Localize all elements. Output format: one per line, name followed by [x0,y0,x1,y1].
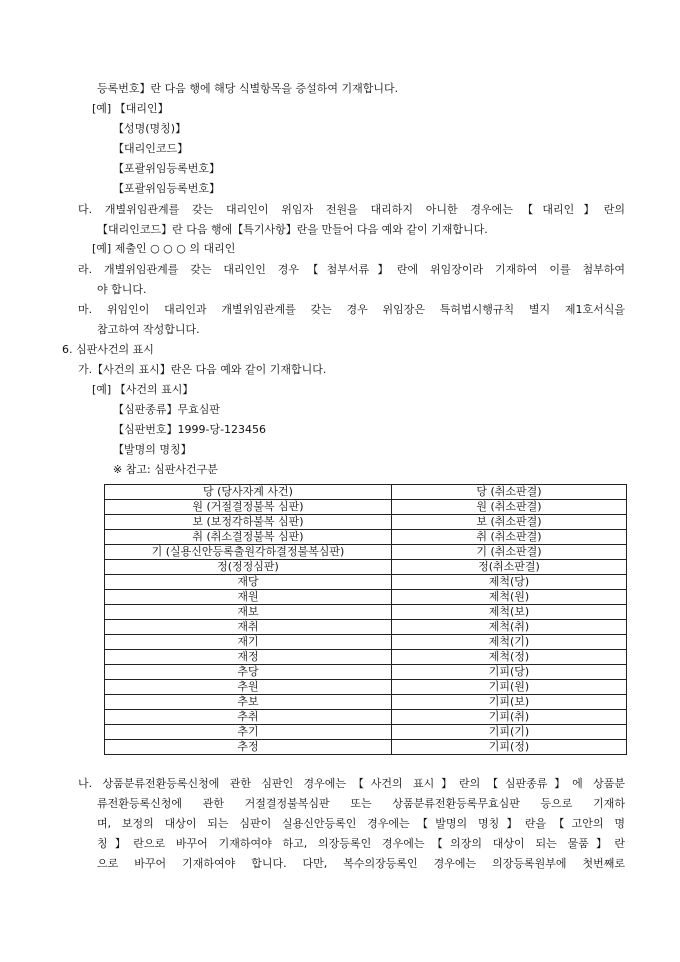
related-code-cell: 제척(취) [392,620,627,635]
case-type-cell: 기 (실용신안등록출원각하결정불복심판) [105,545,392,560]
item-ra-line: 라. 개별위임관계를 갖는 대리인인 경우【첨부서류】란에 위임장이라 기재하여 이를 첨부하여 [78,263,625,276]
item-ra-line: 야 합니다. [97,283,147,296]
related-code-cell: 제척(보) [392,605,627,620]
item-na-line: 으로 바꾸어 기재하여야 합니다. 다만, 복수의장등록인 경우에는 의장등록원부에 첫번째로 [97,857,625,870]
table-row [105,620,627,635]
item-na-line: 나. 상품분류전환등록신청에 관한 심판인 경우에는【사건의 표시】란의【심판종류】에 상품분 [78,777,625,790]
case-type-cell: 재기 [105,635,392,650]
field-blanket-registration-number: 【포괄위임등록번호】 [113,182,221,195]
case-type-cell: 재취 [105,620,392,635]
table-row [105,500,627,515]
item-ga-line: 가.【사건의 표시】란은 다음 예와 같이 기재합니다. [78,363,327,376]
related-code-cell: 제척(당) [392,575,627,590]
case-type-cell: 추정 [105,740,392,755]
example-label: [예] 【사건의 표시】 [92,383,194,396]
field-name: 【성명(명칭)】 [113,122,187,135]
case-type-cell: 재정 [105,650,392,665]
related-code-cell: 기 (취소판결) [392,545,627,560]
field-blanket-registration-number: 【포괄위임등록번호】 [113,162,221,175]
case-type-cell: 정(정정심판) [105,560,392,575]
related-code-cell: 기피(기) [392,725,627,740]
related-code-cell: 제척(기) [392,635,627,650]
case-type-cell: 취 (취소결정불복 심판) [105,530,392,545]
case-type-cell: 재당 [105,575,392,590]
example-label: [예] 【대리인】 [92,102,169,115]
related-code-cell: 당 (취소판결) [392,485,627,500]
trial-case-code-table [104,484,627,755]
case-type-cell: 재보 [105,605,392,620]
related-code-cell: 기피(원) [392,680,627,695]
related-code-cell: 기피(정) [392,740,627,755]
item-na-line: 칭】란으로 바꾸어 기재하여야 하고, 의장등록인 경우에는【의장의 대상이 되는 물품】란 [97,837,625,850]
text-line: 등록번호】란 다음 행에 해당 식별항목을 증설하여 기재합니다. [97,82,399,95]
field-invention-title: 【발명의 명칭】 [113,443,192,456]
section-heading: 6. 심판사건의 표시 [62,343,154,356]
table-row [105,710,627,725]
item-ma-line: 참고하여 작성합니다. [97,323,200,336]
case-type-cell: 추원 [105,680,392,695]
table-row [105,665,627,680]
case-type-cell: 추기 [105,725,392,740]
related-code-cell: 기피(당) [392,665,627,680]
related-code-cell: 기피(취) [392,710,627,725]
case-type-cell: 재원 [105,590,392,605]
field-agent-code: 【대리인코드】 [113,142,189,155]
item-da-line: 다. 개별위임관계를 갖는 대리인이 위임자 전원을 대리하지 아니한 경우에는【대리인】란의 [78,203,625,216]
reference-note: ※ 참고: 심판사건구분 [113,463,218,476]
table-row [105,575,627,590]
table-row [105,680,627,695]
table-row [105,650,627,665]
table-row [105,485,627,500]
related-code-cell: 기피(보) [392,695,627,710]
table-row [105,635,627,650]
item-ma-line: 마. 위임인이 대리인과 개별위임관계를 갖는 경우 위임장은 특허법시행규칙 별지 제1호서식을 [78,303,625,316]
case-type-cell: 추취 [105,710,392,725]
related-code-cell: 제척(원) [392,590,627,605]
field-trial-type: 【심판종류】무효심판 [113,403,221,416]
related-code-cell: 정(취소판결) [392,560,627,575]
related-code-cell: 제척(정) [392,650,627,665]
table-row [105,725,627,740]
case-type-cell: 보 (보정각하불복 심판) [105,515,392,530]
case-type-cell: 당 (당사자계 사건) [105,485,392,500]
related-code-cell: 원 (취소판결) [392,500,627,515]
item-na-line: 며, 보정의 대상이 되는 심판이 실용신안등록인 경우에는【발명의 명칭】란을【고안의 명 [97,817,625,830]
related-code-cell: 보 (취소판결) [392,515,627,530]
table-row [105,740,627,755]
table-row [105,560,627,575]
item-na-line: 류전환등록신청에 관한 거절결정불복심판 또는 상품분류전환등록무효심판 등으로 기재하 [97,797,625,810]
case-type-cell: 추당 [105,665,392,680]
example-label: [예] 제출인 ○ ○ ○ 의 대리인 [92,242,236,255]
table-row [105,530,627,545]
case-type-cell: 원 (거절결정불복 심판) [105,500,392,515]
table-row [105,545,627,560]
table-row [105,605,627,620]
table-row [105,695,627,710]
field-trial-number: 【심판번호】1999-당-123456 [113,423,267,436]
table-row [105,515,627,530]
item-da-line: 【대리인코드】란 다음 행에【특기사항】란을 만들어 다음 예와 같이 기재합니다. [97,223,488,236]
related-code-cell: 취 (취소판결) [392,530,627,545]
table-row [105,590,627,605]
case-type-cell: 추보 [105,695,392,710]
